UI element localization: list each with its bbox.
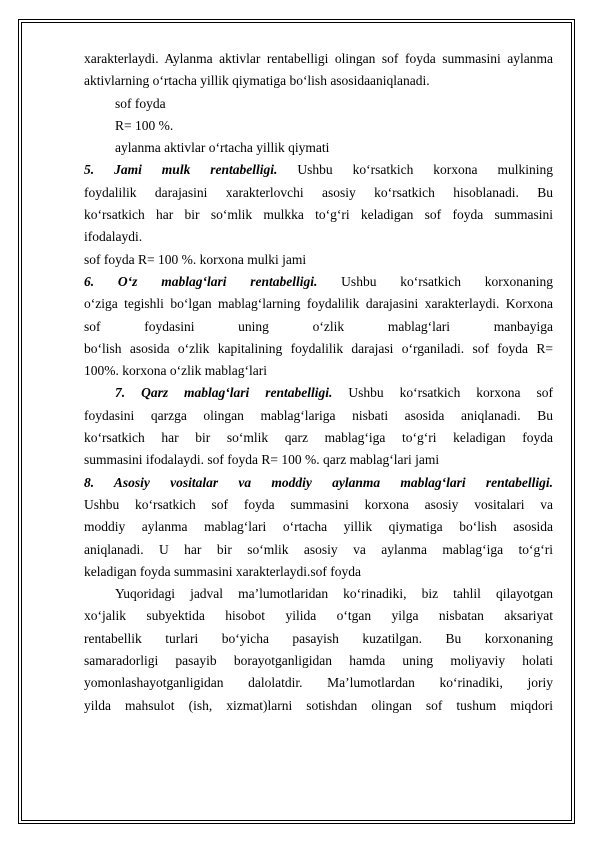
line-text: yomonlashayotganligidan dalolatdir. Ma’lumotlardan ko‘rinadiki, joriy [84, 675, 553, 691]
text-line [84, 672, 553, 694]
text-line [84, 182, 553, 204]
text-line [84, 70, 553, 92]
text-line [84, 539, 553, 561]
line-text: foydalilik darajasini xarakterlovchi asosiy ko‘rsatkich hisoblanadi. Bu [84, 184, 553, 200]
text-line [84, 583, 553, 605]
text-line [84, 249, 553, 271]
section-heading: 5. Jami mulk rentabelligi. [84, 162, 278, 178]
line-text: 100%. korxona o‘zlik mablag‘lari [84, 363, 267, 379]
line-text: ifodalaydi. [84, 229, 143, 245]
text-line [84, 226, 553, 248]
section-heading: 7. Qarz mablag‘lari rentabelligi. [115, 385, 333, 401]
text-line [84, 650, 553, 672]
text-line [84, 605, 553, 627]
line-text: Ushbu ko‘rsatkich korxonaning [317, 273, 553, 289]
text-line [84, 338, 553, 360]
line-text: rentabellik turlari bo‘yicha pasayish kuzatilgan. Bu korxonaning [84, 630, 553, 646]
line-text: Ushbu ko‘rsatkich korxona sof [332, 385, 553, 401]
text-line [84, 316, 553, 338]
line-text: aylanma aktivlar o‘rtacha yillik qiymati [115, 140, 330, 156]
line-text: xo‘jalik subyektida hisobot yilida o‘tgan yilga nisbatan aksariyat [84, 608, 553, 624]
text-line [84, 382, 553, 404]
line-text: moddiy aylanma mablag‘lari o‘rtacha yillik qiymatiga bo‘lish asosida [84, 519, 553, 535]
line-text: ko‘rsatkich har bir so‘mlik qarz mablag‘iga to‘g‘ri keladigan foyda [84, 430, 553, 446]
line-text: summasini ifodalaydi. sof foyda R= 100 %. qarz mablag‘lari jami [84, 452, 440, 468]
text-line [84, 405, 553, 427]
section-heading: 8. Asosiy vositalar va moddiy aylanma mablag‘lari rentabelligi. [84, 474, 553, 490]
line-text: xarakterlaydi. Aylanma aktivlar rentabelligi olingan sof foyda summasini aylanma [84, 51, 553, 66]
line-text: foydasini qarzga olingan mablag‘lariga nisbati asosida aniqlanadi. Bu [84, 407, 553, 423]
text-line [84, 115, 553, 137]
line-text: sof foyda R= 100 %. korxona mulki jami [84, 251, 307, 267]
text-line [84, 293, 553, 315]
line-text: keladigan foyda summasini xarakterlaydi.sof foyda [84, 563, 362, 579]
line-text: sof foydasini uning o‘zlik mablag‘lari manbayiga [84, 318, 553, 334]
text-line [84, 360, 553, 382]
line-text: bo‘lish asosida o‘zlik kapitalining foydalilik darajasi o‘rganiladi. sof foyda R= [84, 340, 553, 356]
text-line [84, 93, 553, 115]
section-heading: 6. O‘z mablag‘lari rentabelligi. [84, 273, 318, 289]
text-line [84, 561, 553, 583]
text-line [84, 449, 553, 471]
text-line [84, 695, 553, 717]
line-text: o‘ziga tegishli bo‘lgan mablag‘larning foydalilik darajasini xarakterlaydi. Korxona [84, 296, 553, 312]
line-text: sof foyda [115, 95, 166, 111]
text-line [84, 271, 553, 293]
line-text: Yuqoridagi jadval ma’lumotlaridan ko‘rinadiki, biz tahlil qilayotgan [115, 586, 553, 602]
text-line [84, 137, 553, 159]
text-line [84, 628, 553, 650]
line-text: ko‘rsatkich har bir so‘mlik mulkka to‘g‘ri keladigan sof foyda summasini [84, 207, 553, 223]
line-text: Ushbu ko‘rsatkich korxona mulkining [277, 162, 553, 178]
text-line [84, 516, 553, 538]
document-body [84, 48, 553, 717]
line-text: yilda mahsulot (ish, xizmat)larni sotishdan olingan sof tushum miqdori [84, 697, 553, 713]
text-line [84, 48, 553, 70]
line-text: samaradorligi pasayib borayotganligidan hamda uning moliyaviy holati [84, 653, 553, 669]
text-line [84, 204, 553, 226]
line-text: aniqlanadi. U har bir so‘mlik asosiy va aylanma mablag‘iga to‘g‘ri [84, 541, 553, 557]
line-text: R= 100 %. [115, 117, 174, 133]
line-text: Ushbu ko‘rsatkich sof foyda summasini korxona asosiy vositalari va [84, 496, 553, 512]
text-line [84, 159, 553, 181]
text-line [84, 494, 553, 516]
text-line [84, 472, 553, 494]
line-text: aktivlarning o‘rtacha yillik qiymatiga bo‘lish asosidaaniqlanadi. [84, 73, 430, 89]
text-line [84, 427, 553, 449]
